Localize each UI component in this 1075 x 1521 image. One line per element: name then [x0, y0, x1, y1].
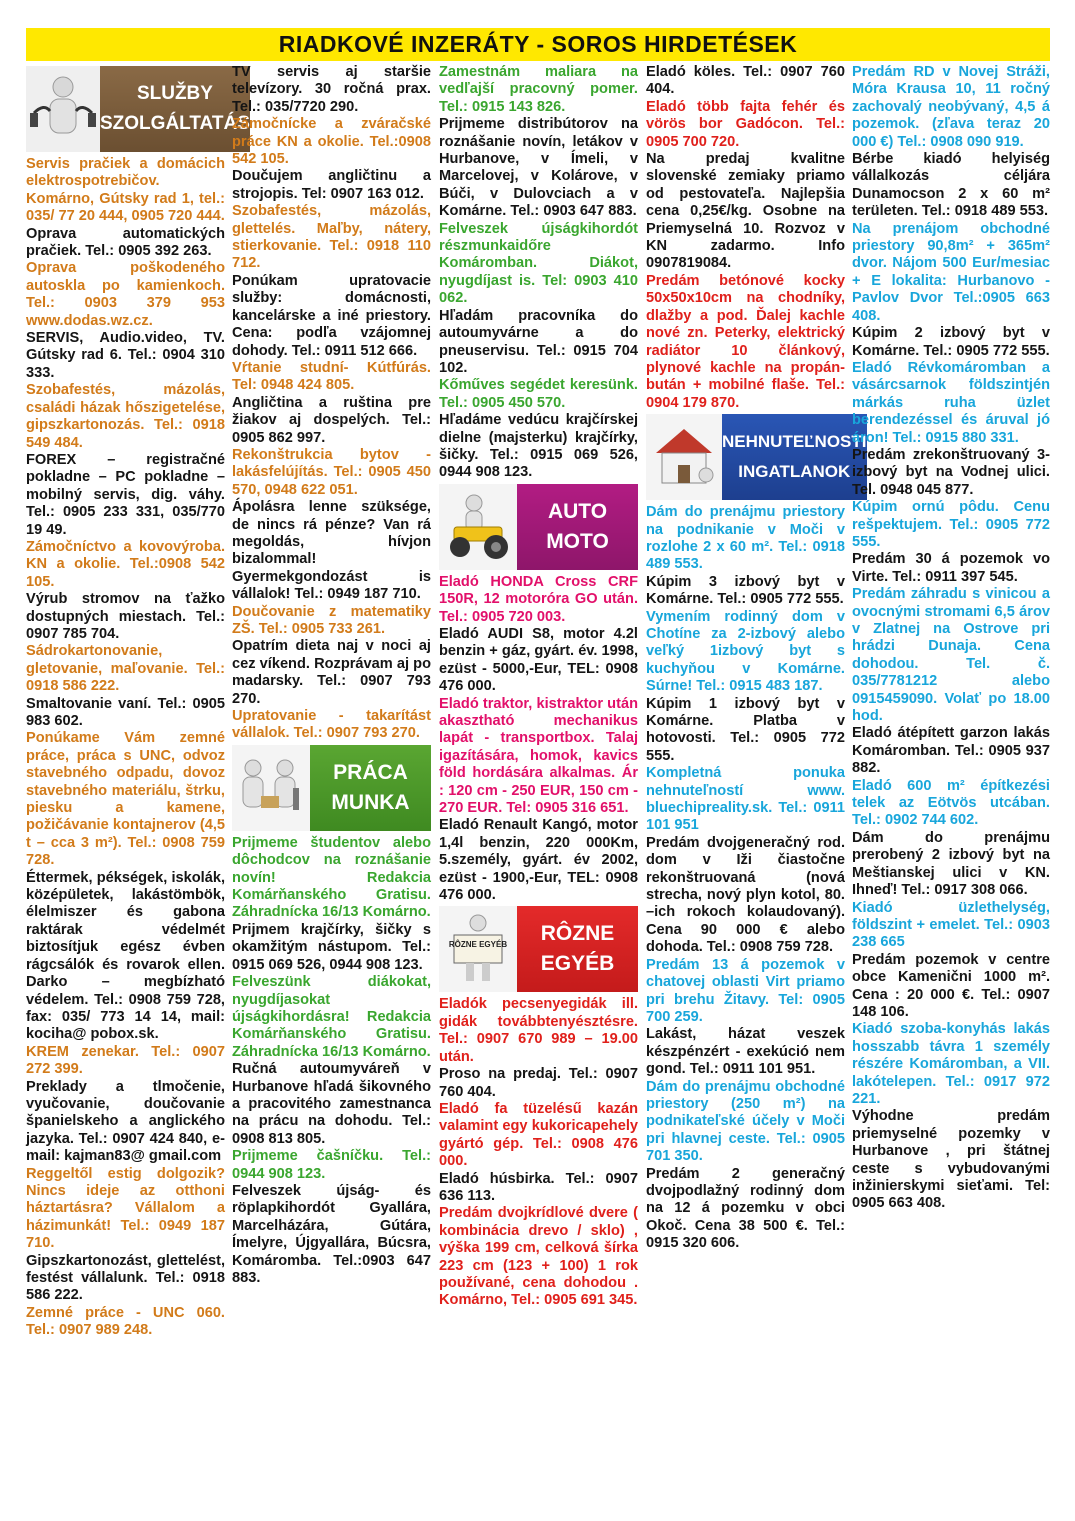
classified-ad: Predám dvojkrídlové dvere ( kombinácia drevo / sklo) , výška 199 cm, celková šírka 223 cm (123 + 100) 1 rok používané, cena dohodou . Komárno, Tel.: 0905 691 345. [439, 1205, 638, 1309]
classified-ad: Predám 13 á pozemok v chatovej oblasti Virt priamo pri brehu Žitavy. Tel: 0905 700 259. [646, 956, 845, 1025]
classified-ad: Zamestnám maliara na vedľajší pracovný pomer. Tel.: 0915 143 826. [439, 64, 638, 115]
column-4 [646, 64, 867, 1514]
classified-ad: Predám záhradu s vinicou a ovocnými stromami 6,5 árov v Zlatnej na Ostrove pri hrádzi Dunaja. Cena dohodou. Tel. č. 035/7781212 alebo 0915459090. Volať po 18.00 hod. [852, 586, 1050, 725]
classified-ad: Felveszek újságkihordót részmunkaidőre Komáromban. Diákot, nyugdíjast is. Tel: 0903 410 062. [439, 220, 638, 307]
column-5 [852, 64, 1050, 1514]
classified-ad: Predám betónové kocky 50x50x10cm na chodníky, dlažby a pod. Ďalej kachle nové zn. Peterky, elektrický radiátor 10 článkový, plynové kachle na propán-bután + mobilné flaše. Tel.: 0904 179 870. [646, 272, 845, 411]
classified-ad: Eladó több fajta fehér és vörös bor Gadócon. Tel.: 0905 700 720. [646, 98, 845, 150]
classified-ad: Eladó 600 m² építkezési telek az Eötvös utcában. Tel.: 0902 744 602. [852, 777, 1050, 829]
classified-ad: Kőműves segédet keresünk. Tel.: 0905 450 570. [439, 377, 638, 411]
classified-ad: SERVIS, Audio.video, TV. Gútsky rad 6. Tel.: 0904 310 333. [26, 330, 225, 381]
classified-ad: Kúpim 1 izbový byt v Komárne. Platba v hotovosti. Tel.: 0905 772 555. [646, 695, 845, 764]
classified-ad: Servis pračiek a domácich elektrospotrebičov. Komárno, Gútsky rad 1, tel.: 035/ 77 20 444, 0905 720 444. [26, 156, 225, 225]
banner-praca [232, 745, 431, 831]
classified-ad: Predám 2 generačný dvojpodlažný rodinný dom na 12 á pozemku v obci Okoč. Cena 38 500 €. Tel.: 0915 320 606. [646, 1165, 845, 1252]
classified-ad: Predám RD v Novej Stráži, Móra Krausa 10, 11 ročný zachovalý neobývaný, 4,5 á pozemok. (zľava teraz 20 000 €) Tel.: 0908 090 919. [852, 64, 1050, 150]
classified-ad: KREM zenekar. Tel.: 0907 272 399. [26, 1043, 225, 1078]
classified-ad: Oprava poškodeného autoskla po kamienkoch. Tel.: 0903 379 953 www.dodas.wz.cz. [26, 260, 225, 329]
classified-ad: Felveszek újság- és röplapkihordót Gyallára, Marcelházára, Gútára, Ímelyre, Újgyallára, Búcsra, Komáromba. Tel.:0903 647 883. [232, 1182, 431, 1286]
classified-ad: Zámočníctvo a kovovýroba. KN a okolie. Tel.:0908 542 105. [26, 538, 225, 590]
ads-list-praca [232, 835, 431, 1288]
classified-ad: Dám do prenájmu obchodné priestory (250 m²) na podnikateľské účely v Moči pri hlavnej ceste. Tel.: 0905 701 350. [646, 1078, 845, 1165]
banner-sluzby-label [100, 66, 250, 152]
banner-auto-label [517, 484, 638, 570]
banner-nehnutelnosti-line1: NEHNUTEĽNOSTI [722, 432, 867, 452]
ads-list-rozne [439, 996, 638, 1309]
workers-icon [232, 745, 310, 831]
banner-praca-line1: PRÁCA [333, 760, 408, 784]
classified-ad: Predám dvojgeneračný rod. dom v Iži čiastočne rekonštruovaná (nová strecha, nový plyn kotol, 80. –ich rokoch kolaudovaný). Cena 90 000 € alebo dohoda. Tel.: 0908 759 728. [646, 834, 845, 956]
classified-ad: Výrub stromov na ťažko dostupných miestach. Tel.: 0907 785 704. [26, 591, 225, 642]
classified-ad: Kiadó üzlethelység, földszint + emelet. Tel.: 0903 238 665 [852, 899, 1050, 951]
classified-ad: Kúpim 2 izbový byt v Komárne. Tel.: 0905 772 555. [852, 325, 1050, 359]
classified-ad: Opatrím dieta naj v noci aj cez víkend. Rozprávam aj po madarsky. Tel.: 0907 793 270. [232, 638, 431, 707]
service-figure-icon [26, 66, 100, 152]
sign-icon [439, 906, 517, 992]
banner-sluzby [26, 66, 250, 152]
classified-ad: Eladó fa tüzelésű kazán valamint egy kukoricapehely gyártó gép. Tel.: 0908 476 000. [439, 1100, 638, 1170]
classified-ad: Na prenájom obchodné priestory 90,8m² + 365m² dvor. Nájom 500 Eur/mesiac + E lokalita: Hurbanovo - Pavlov Dvor Tel.:0905 663 408. [852, 220, 1050, 324]
column-3 [439, 64, 638, 1514]
classified-ad: Predám 30 á pozemok vo Virte. Tel.: 0911 397 545. [852, 551, 1050, 585]
classified-ad: Szobafestés, mázolás, glettelés. Maľby, nátery, stierkovanie. Tel.: 0918 110 712. [232, 203, 431, 272]
banner-auto-line2: MOTO [546, 529, 609, 553]
classified-ad: Kompletná ponuka nehnuteľností www. bluechipreality.sk. Tel.: 0911 101 951 [646, 765, 845, 834]
classified-ad: Eladó AUDI S8, motor 4.2l benzin + gáz, gyárt. év. 1998, ezüst - 5000,-Eur, TEL: 0908 476 000. [439, 625, 638, 695]
classified-ad: Dám do prenájmu priestory na podnikanie v Moči v rozlohe 2 x 60 m². Tel.: 0918 489 553. [646, 504, 845, 573]
banner-sluzby-line1: SLUŽBY [136, 83, 213, 104]
classified-ad: Lakást, házat veszek készpénzért - exekúció nem gond. Tel.: 0911 101 951. [646, 1026, 845, 1078]
classified-ad: Eladó köles. Tel.: 0907 760 404. [646, 64, 845, 98]
banner-rozne-label [517, 906, 638, 992]
classified-ad: Sádrokartonovanie, gletovanie, maľovanie. Tel.: 0918 586 222. [26, 643, 225, 695]
banner-nehnutelnosti-label [722, 414, 867, 500]
classified-ad: TV servis aj staršie televízory. 30 ročná prax. Tel.: 035/7720 290. [232, 64, 431, 115]
classified-ad: Zámočnícke a zváračské práce KN a okolie. Tel.:0908 542 105. [232, 116, 431, 168]
classified-ad: Éttermek, pékségek, iskolák, középületek, lakástömbök, élelmiszer és gabona raktárak védelmét biztosítjuk egész évben rágcsálók és rovarok ellen. Darko – megbízható védelem. Tel.: 0908 759 728, fax: 035/ 773 14 14, mail: kociha@ pobox.sk. [26, 869, 225, 1043]
banner-auto-line1: AUTO [547, 499, 608, 523]
classified-ad: Na predaj kvalitne slovenské zemiaky priamo od pestovateľa. Najlepšia cena 0,25€/kg. Osobne na Priemyselná 10. Rozvoz v KN zadarmo. Info 0907819084. [646, 151, 845, 272]
banner-rozne-line2: EGYÉB [540, 952, 615, 976]
banner-praca-line2: MUNKA [331, 790, 410, 814]
column-2 [232, 64, 431, 1514]
classified-ad: Ponúkame Vám zemné práce, práca s UNC, odvoz stavebného odpadu, dovoz stavebného materiálu, štrku, piesku a kamene, požičávanie kontajnerov (4,5 t – cca 3 m²). Tel.: 0908 759 728. [26, 730, 225, 869]
classified-ad: Ručná autoumyváreň v Hurbanove hľadá šikovného a pracovitého zamestnanca na prácu na dohodu. Tel.: 0908 813 805. [232, 1061, 431, 1147]
classified-ad: Kúpim 3 izbový byt v Komárne. Tel.: 0905 772 555. [646, 573, 845, 608]
ads-list-sluzby [26, 156, 225, 1340]
classified-ad: Prijmeme študentov alebo dôchodcov na roznášanie novín! Redakcia Komárňanského Gratisu. Záhradnícka 16/13 Komárno. [232, 834, 431, 921]
house-icon [646, 414, 722, 500]
classified-ad: Hľadám pracovníka do autoumyvárne a do pneuservisu. Tel.: 0915 704 102. [439, 307, 638, 376]
classified-ad: Zemné práce - UNC 060. Tel.: 0907 989 248. [26, 1304, 225, 1339]
banner-auto [439, 484, 638, 570]
ads-list-nehnutelnosti [646, 504, 845, 1252]
classified-ad: Szobafestés, mázolás, családi házak hőszigetelése, gipszkartonozás. Tel.: 0918 549 484. [26, 382, 225, 451]
classified-ad: Predám zrekonštruovaný 3-izbový byt na Vodnej ulici. Tel. 0948 045 877. [852, 446, 1050, 498]
rozne-sign-text: RÔZNE EGYÉB [448, 940, 508, 950]
classified-ad: Eladó HONDA Cross CRF 150R, 12 motoróra GO után. Tel.: 0905 720 003. [439, 573, 638, 625]
tractor-icon [439, 484, 517, 570]
classified-ad: Upratovanie - takarítást vállalok. Tel.: 0907 793 270. [232, 708, 431, 742]
ads-list-praca-cont [439, 64, 638, 482]
classified-ad: Rekonštrukcia bytov - lakásfelújítás. Tel.: 0905 450 570, 0948 622 051. [232, 446, 431, 498]
classified-ad: Preklady a tlmočenie, vyučovanie, doučovanie španielskeho a anglického jazyka. Tel.: 0907 424 840, e-mail: kajman83@ gmail.com [26, 1078, 225, 1165]
classified-ad: Eladó Révkomáromban a vásárcsarnok földszintjén márkás ruha üzlet berendezéssel és áruval jó áron! Tel.: 0915 880 331. [852, 359, 1050, 446]
ads-list-auto [439, 574, 638, 905]
classified-ad: Smaltovanie vaní. Tel.: 0905 983 602. [26, 695, 225, 729]
classified-ad: Gipszkartonozást, glettelést, festést vállalunk. Tel.: 0918 586 222. [26, 1252, 225, 1304]
ads-list-nehnutelnosti-cont [852, 64, 1050, 1213]
classified-ad: Prijmem krajčírky, šičky s okamžitým nástupom. Tel.: 0915 069 526, 0944 908 123. [232, 921, 431, 973]
classified-ad: Predám pozemok v centre obce Kamenični 1000 m². Cena : 20 000 €. Tel.: 0907 148 106. [852, 951, 1050, 1020]
classified-ad: Bérbe kiadó helyiség vállalkozás céljára Dunamocson 2 x 60 m² területen. Tel.: 0918 489 553. [852, 151, 1050, 220]
classified-ad: Vymením rodinný dom v Chotíne za 2-izbový alebo veľký 1izbový byt s kuchyňou v Komárne. Súrne! Tel.: 0915 483 187. [646, 608, 845, 695]
page-title: RIADKOVÉ INZERÁTY - SOROS HIRDETÉSEK [278, 31, 798, 57]
column-1 [26, 64, 250, 1514]
classified-ad: Kúpim ornú pôdu. Cenu rešpektujem. Tel.: 0905 772 555. [852, 499, 1050, 550]
classified-ad: Felveszünk diákokat, nyugdíjasokat újságkihordásra! Redakcia Komárňanského Gratisu. Záhradnícka 16/13 Komárno. [232, 974, 431, 1060]
ads-list-sluzby-cont [232, 64, 431, 743]
classified-ad: Eladó húsbirka. Tel.: 0907 636 113. [439, 1170, 638, 1204]
classified-ad: Dám do prenájmu prerobený 2 izbový byt na Meštianskej ulici v KN. Ihneď! Tel.: 0917 308 066. [852, 829, 1050, 899]
classified-ad: Eladó traktor, kistraktor után akasztható mechanikus lapát - transportbox. Talaj igazítására, homok, kavics föld hordására alkalmas. Ár : 120 cm - 250 EUR, 150 cm - 270 EUR. Tel: 0905 316 651. [439, 695, 638, 817]
classified-ad: Oprava automatických pračiek. Tel.: 0905 392 263. [26, 225, 225, 260]
classified-ad: Ponúkam upratovacie služby: domácnosti, kancelárske a iné priestory. Cena: podľa vzájomnej dohody. Tel.: 0911 512 666. [232, 272, 431, 359]
classified-ad: Prijmeme distribútorov na roznášanie novín, letákov v Hurbanove, v Ímeli, v Marcelovej, v Kolárove, v Búči, v Dulovciach a v Komárne. Tel.: 0903 647 883. [439, 116, 638, 220]
banner-praca-label [310, 745, 431, 831]
classified-ad: Proso na predaj. Tel.: 0907 760 404. [439, 1066, 638, 1100]
classified-ad: Eladók pecsenyegidák ill. gidák továbbtenyésztésre. Tel.: 0907 670 989 – 19.00 után. [439, 996, 638, 1065]
classified-ad: Doučovanie z matematiky ZŠ. Tel.: 0905 733 261. [232, 603, 431, 637]
classified-ad: FOREX – registračné pokladne – PC pokladne – mobilný servis, dig. váhy. Tel.: 0905 233 331, 035/770 19 49. [26, 451, 225, 538]
classified-ad: Angličtina a ruština pre žiakov aj dospelých. Tel.: 0905 862 997. [232, 394, 431, 446]
classified-ad: Eladó átépített garzon lakás Komáromban. Tel.: 0905 937 882. [852, 725, 1050, 777]
classified-ad: Prijmeme čašníčku. Tel.: 0944 908 123. [232, 1148, 431, 1182]
classified-ad: Vŕtanie studní- Kútfúrás. Tel: 0948 424 805. [232, 359, 431, 394]
classified-ad: Ápolásra lenne szüksége, de nincs rá pénze? Van rá megoldás, hívjon bizalommal! Gyermekgondozást is vállalok! Tel.: 0949 187 710. [232, 499, 431, 603]
banner-nehnutelnosti-line2: INGATLANOK [738, 462, 851, 482]
banner-sluzby-line2: SZOLGÁLTATÁS [100, 113, 250, 134]
classified-ad: Eladó Renault Kangó, motor 1,4l benzin, 220 000Km, 5.személy, gyárt. év 2002, ezüst - 1900,-Eur, TEL: 0908 476 000. [439, 817, 638, 904]
ads-list-rozne-cont [646, 64, 845, 412]
page-header [26, 28, 1050, 61]
classified-ad: Hľadáme vedúcu krajčírskej dielne (majsterku) krajčírky, šičky. Tel.: 0915 069 526, 0944 908 123. [439, 412, 638, 481]
classified-ad: Kiadó szoba-konyhás lakás hosszabb távra 1 személy részére Komáromban, a VII. lakótelepen. Tel.: 0917 972 221. [852, 1021, 1050, 1107]
banner-rozne [439, 906, 638, 992]
classified-ad: Výhodne predám priemyselné pozemky v Hurbanove , pri štátnej ceste s vybudovanými inžinierskymi sieťami. Tel: 0905 663 408. [852, 1108, 1050, 1212]
banner-rozne-line1: RÔZNE [540, 922, 615, 946]
classified-ad: Doučujem angličtinu a strojopis. Tel: 0907 163 012. [232, 168, 431, 202]
banner-nehnutelnosti [646, 414, 867, 500]
classified-ad: Reggeltől estig dolgozik? Nincs ideje az otthoni háztartásra? Vállalom a házimunkát! Tel.: 0949 187 710. [26, 1165, 225, 1252]
